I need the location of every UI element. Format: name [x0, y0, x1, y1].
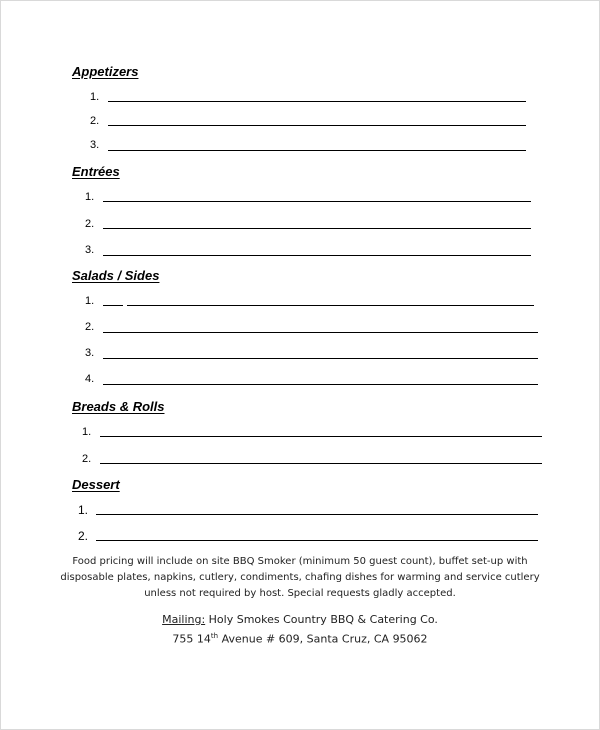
entry-line[interactable] — [127, 305, 534, 306]
entry-line[interactable] — [103, 255, 531, 256]
address-rest: Avenue # 609, Santa Cruz, CA 95062 — [218, 632, 428, 646]
item-number: 1. — [82, 426, 92, 438]
entry-line[interactable] — [103, 228, 531, 229]
address-number: 755 14 — [172, 632, 211, 646]
section-heading-appetizers: Appetizers — [72, 64, 139, 79]
mailing-name: Holy Smokes Country BBQ & Catering Co. — [205, 613, 438, 626]
entry-line[interactable] — [108, 101, 526, 102]
section-heading-dessert: Dessert — [72, 477, 120, 492]
section-heading-salads: Salads / Sides — [72, 268, 160, 283]
mailing-address — [40, 628, 560, 648]
item-number: 2. — [78, 529, 89, 543]
item-number: 1. — [78, 503, 89, 517]
entry-line[interactable] — [103, 358, 538, 359]
entry-line[interactable] — [103, 384, 538, 385]
item-number: 3. — [85, 244, 95, 256]
item-number: 3. — [90, 139, 100, 151]
entry-line[interactable] — [108, 125, 526, 126]
item-number: 2. — [85, 218, 95, 230]
address-suffix: th — [210, 632, 219, 640]
item-number: 1. — [90, 91, 100, 103]
entry-line[interactable] — [100, 463, 542, 464]
entry-line[interactable] — [100, 436, 542, 437]
item-number: 2. — [85, 321, 95, 333]
pricing-line-1: Food pricing will include on site BBQ Smoker (minimum 50 guest count), buffet set-up with — [72, 556, 528, 567]
section-heading-entrees: Entrées — [72, 164, 120, 179]
entry-line[interactable] — [103, 201, 531, 202]
entry-line[interactable] — [96, 514, 538, 515]
item-number: 2. — [82, 453, 92, 465]
entry-line[interactable] — [108, 150, 526, 151]
entry-line-short[interactable] — [103, 305, 123, 306]
entry-line[interactable] — [96, 540, 538, 541]
item-number: 1. — [85, 295, 95, 307]
pricing-line-2: disposable plates, napkins, cutlery, condiments, chafing dishes for warming and service cutlery — [60, 572, 540, 583]
pricing-line-3: unless not required by host. Special requests gladly accepted. — [144, 588, 456, 599]
pricing-note — [40, 554, 560, 602]
mailing-block — [40, 611, 560, 648]
item-number: 1. — [85, 191, 95, 203]
item-number: 3. — [85, 347, 95, 359]
mailing-label: Mailing: — [162, 613, 206, 626]
item-number: 4. — [85, 373, 95, 385]
entry-line[interactable] — [103, 332, 538, 333]
item-number: 2. — [90, 115, 100, 127]
mailing-line — [40, 611, 560, 628]
section-heading-breads: Breads & Rolls — [72, 399, 165, 414]
